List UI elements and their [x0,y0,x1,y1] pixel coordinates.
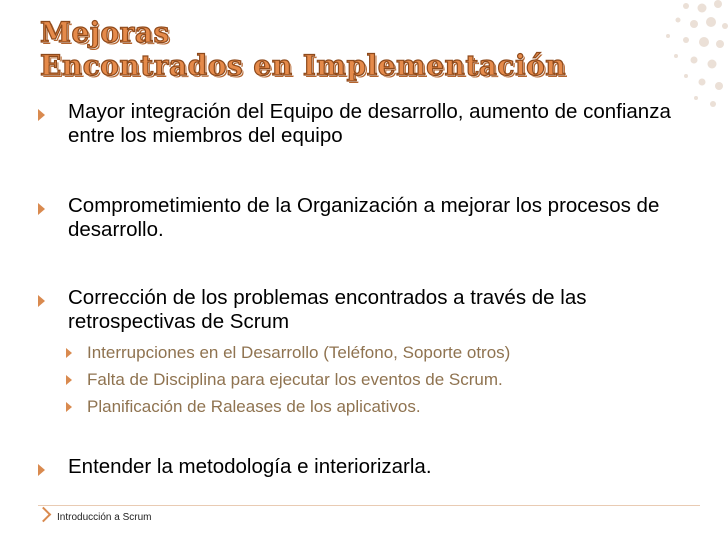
bullet-arrow-icon [38,464,45,476]
bullet-text: Comprometimiento de la Organización a mejorar los procesos de desarrollo. [68,194,660,241]
sub-bullet-arrow-icon [66,348,72,358]
bullet-text: Corrección de los problemas encontrados a través de las retrospectivas de Scrum [68,286,587,333]
sub-bullet-arrow-icon [66,402,72,412]
footer-divider [38,505,700,506]
bullet-text: Mayor integración del Equipo de desarrollo, aumento de confianza entre los miembros del equipo [68,100,671,147]
sub-bullet-text: Planificación de Raleases de los aplicativos. [87,397,421,416]
bullet-text: Entender la metodología e interiorizarla. [68,455,432,478]
slide-title-line1: Mejoras [40,16,170,49]
sub-bullet-text: Interrupciones en el Desarrollo (Teléfono, Soporte otros) [87,343,511,362]
bullet-arrow-icon [38,109,45,121]
sub-bullet-text: Falta de Disciplina para ejecutar los eventos de Scrum. [87,370,503,389]
slide-title-line2: Encontrados en Implementación [40,49,567,82]
sub-bullet-arrow-icon [66,375,72,385]
chevron-right-icon [36,507,52,523]
bullet-arrow-icon [38,295,45,307]
bullet-arrow-icon [38,203,45,215]
footer-label: Introducción a Scrum [57,512,152,523]
